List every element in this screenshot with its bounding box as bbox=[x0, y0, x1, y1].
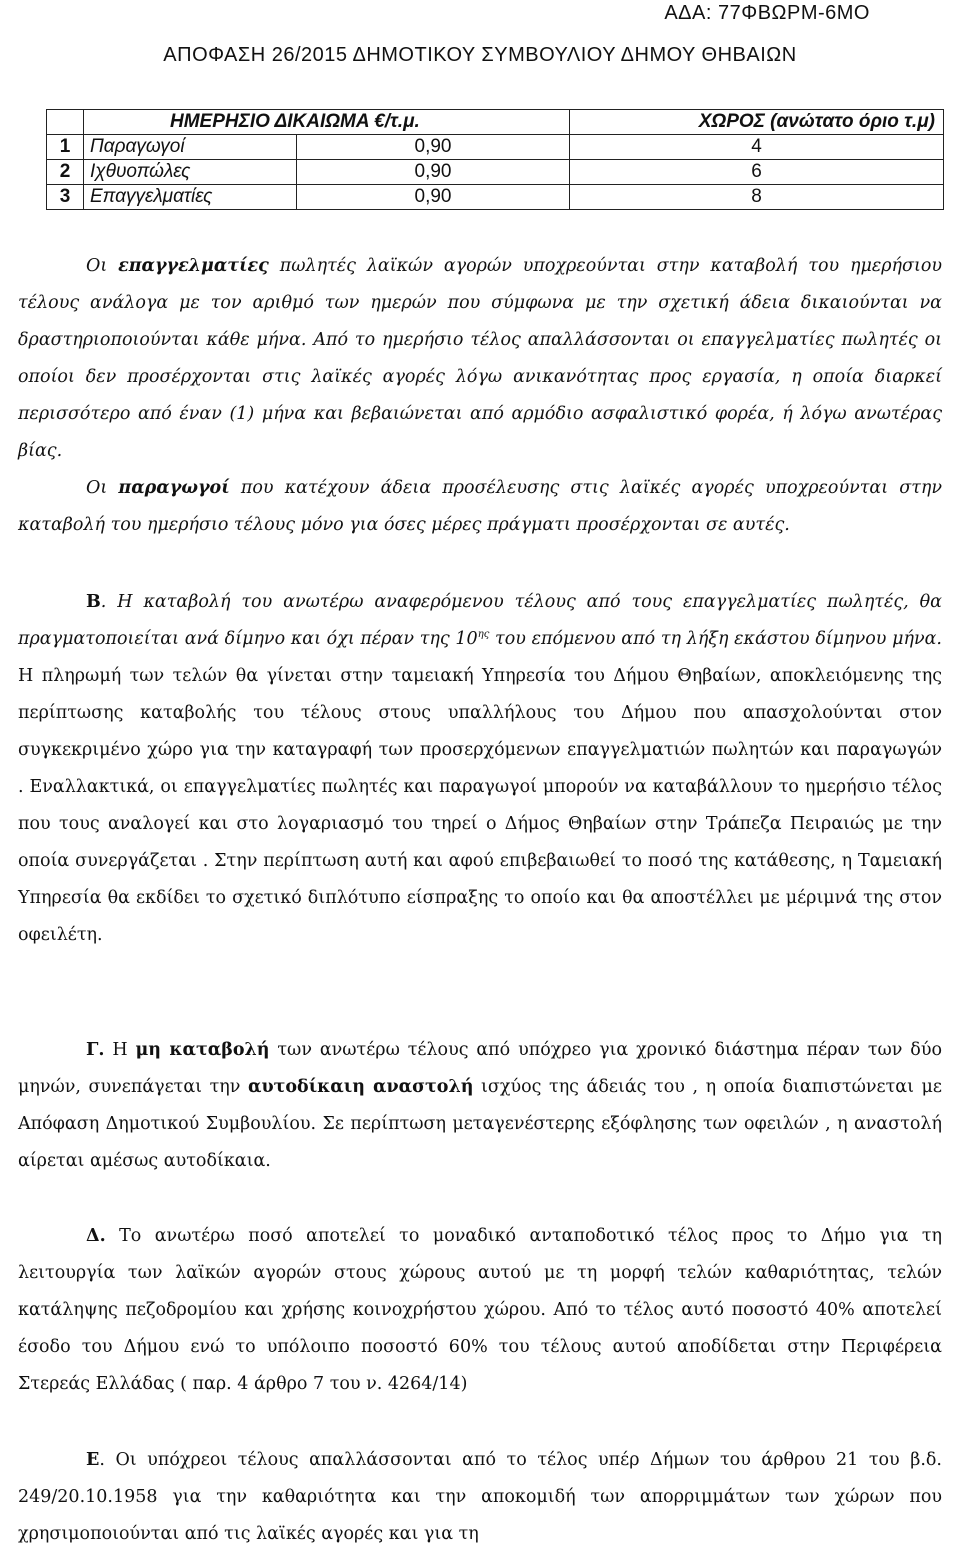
section-b bbox=[18, 584, 942, 954]
header-space: ΧΩΡΟΣ (ανώτατο όριο τ.μ) bbox=[570, 110, 944, 135]
bold-term-suspension: αυτοδίκαιη αναστολή bbox=[247, 1077, 474, 1097]
table-header-row bbox=[47, 110, 944, 135]
text-run: των ανωτέρω τέλους από υπόχρεο για χρονικό διάστημα πέραν των δύο μηνών, συνεπάγεται την bbox=[18, 1040, 942, 1097]
table-row bbox=[47, 160, 944, 185]
table-row bbox=[47, 185, 944, 210]
text-run: Η bbox=[104, 1040, 136, 1060]
text-run: του επόμενου από τη λήξη εκάστου δίμηνου μήνα. bbox=[489, 629, 942, 649]
bold-term-producers: παραγωγοί bbox=[118, 478, 230, 498]
text-run: Το ανωτέρω ποσό αποτελεί το μοναδικό ανταποδοτικό τέλος προς το Δήμο για τη λειτουργία των λαϊκών αγορών στους χώρους αυτού με τη μορφή τελών καθαριότητας, τελών κατάληψης πεζοδρομίου και χρήσης κοινοχρήστου χώρου. Από το τέλος αυτό ποσοστό 40% αποτελεί έσοδο του Δήμου ενώ το υπόλοιπο ποσοστό 60% του τέλους αυτού αποδίδεται στην Περιφέρεια Στερεάς Ελλάδας ( παρ. 4 άρθρο 7 του ν. 4264/14) bbox=[18, 1226, 942, 1394]
text-run: ισχύος της άδειάς του , η οποία διαπιστώνεται με Απόφαση Δημοτικού Συμβουλίου. Σε περίπτωση μεταγενέστερης εξόφλησης των οφειλών , η αναστολή αίρεται αμέσως αυτοδίκαια. bbox=[18, 1077, 942, 1171]
text-run: . Οι υπόχρεοι τέλους απαλλάσσονται από το τέλος υπέρ Δήμων του άρθρου 21 του β.δ. 249/20.10.1958 για την καθαριότητα και την αποκομιδή των απορριμμάτων των χώρων που χρησιμοποιούνται από τις λαϊκές αγορές και για τη bbox=[18, 1450, 942, 1544]
row-fee: 0,90 bbox=[297, 160, 570, 185]
section-label-g: Γ. bbox=[86, 1040, 105, 1060]
text-run: Οι bbox=[86, 478, 119, 498]
text-run: . Η καταβολή του ανωτέρω αναφερόμενου τέλους από τους επαγγελματίες πωλητές, θα πραγματοποιείται ανά δίμηνο και όχι πέραν της 10 bbox=[18, 592, 942, 649]
row-space: 6 bbox=[570, 160, 944, 185]
row-number: 1 bbox=[47, 135, 84, 160]
row-fee: 0,90 bbox=[297, 135, 570, 160]
paragraph-professionals bbox=[18, 248, 942, 470]
superscript-ordinal: ης bbox=[477, 629, 490, 641]
text-run: Η πληρωμή των τελών θα γίνεται στην ταμειακή Υπηρεσία του Δήμου Θηβαίων, αποκλειόμενης της περίπτωσης καταβολής του τέλους στους υπαλλήλους του Δήμου που απασχολούνται στον συγκεκριμένο χώρο για την καταγραφή των προσερχόμενων επαγγελματιών πωλητών και παραγωγών . Εναλλακτικά, οι επαγγελματίες πωλητές και παραγωγοί μπορούν να καταβάλλουν το ημερήσιο τέλος που τους αναλογεί και στο λογαριασμό του τηρεί ο Δήμος Θηβαίων στην Τράπεζα Πειραιώς με την οποία συνεργάζεται . Στην περίπτωση αυτή και αφού επιβεβαιωθεί το ποσό της κατάθεσης, η Ταμειακή Υπηρεσία θα εκδίδει το σχετικό διπλότυπο είσπραξης το οποίο και θα αποστέλλει με μέριμνά της στον οφειλέτη. bbox=[18, 666, 942, 945]
row-space: 8 bbox=[570, 185, 944, 210]
section-g bbox=[18, 1032, 942, 1180]
row-number: 3 bbox=[47, 185, 84, 210]
text-run: Οι bbox=[86, 256, 119, 276]
row-fee: 0,90 bbox=[297, 185, 570, 210]
section-label-b: Β bbox=[86, 592, 101, 612]
decision-title: ΑΠΟΦΑΣΗ 26/2015 ΔΗΜΟΤΙΚΟΥ ΣΥΜΒΟΥΛΙΟΥ ΔΗΜΟΥ ΘΗΒΑΙΩΝ bbox=[163, 44, 797, 66]
paragraph-producers bbox=[18, 470, 942, 544]
section-e bbox=[18, 1442, 942, 1553]
section-label-d: Δ. bbox=[86, 1226, 106, 1246]
row-space: 4 bbox=[570, 135, 944, 160]
text-run: που κατέχουν άδεια προσέλευσης στις λαϊκές αγορές υποχρεούνται στην καταβολή του ημερήσιο τέλους μόνο για όσες μέρες πράγματι προσέρχονται σε αυτές. bbox=[18, 478, 942, 535]
section-d bbox=[18, 1218, 942, 1403]
section-label-e: Ε bbox=[86, 1450, 100, 1470]
row-category: Ιχθυοπώλες bbox=[84, 160, 297, 185]
row-category: Επαγγελματίες bbox=[84, 185, 297, 210]
text-run: πωλητές λαϊκών αγορών υποχρεούνται στην καταβολή του ημερήσιου τέλους ανάλογα με τον αριθμό των ημερών που σύμφωνα με την σχετική άδεια δικαιούνται να δραστηριοποιούνται κάθε μήνα. Από το ημερήσιο τέλος απαλλάσσονται οι επαγγελματίες πωλητές οι οποίοι δεν προσέρχονται στις λαϊκές αγορές λόγω ανικανότητας προς εργασία, η οποία διαρκεί περισσότερο από έναν (1) μήνα και βεβαιώνεται από αρμόδιο ασφαλιστικό φορέα, ή λόγω ανωτέρας βίας. bbox=[18, 256, 942, 461]
header-daily-fee: ΗΜΕΡΗΣΙΟ ΔΙΚΑΙΩΜΑ €/τ.μ. bbox=[84, 110, 570, 135]
row-number: 2 bbox=[47, 160, 84, 185]
fees-table bbox=[46, 109, 944, 210]
bold-term-professionals: επαγγελματίες bbox=[118, 256, 269, 276]
ada-code: ΑΔΑ: 77ΦΒΩΡΜ-6ΜΟ bbox=[664, 2, 870, 24]
table-row bbox=[47, 135, 944, 160]
header-empty-cell bbox=[47, 110, 84, 135]
row-category: Παραγωγοί bbox=[84, 135, 297, 160]
bold-term-nonpayment: μη καταβολή bbox=[135, 1040, 270, 1060]
